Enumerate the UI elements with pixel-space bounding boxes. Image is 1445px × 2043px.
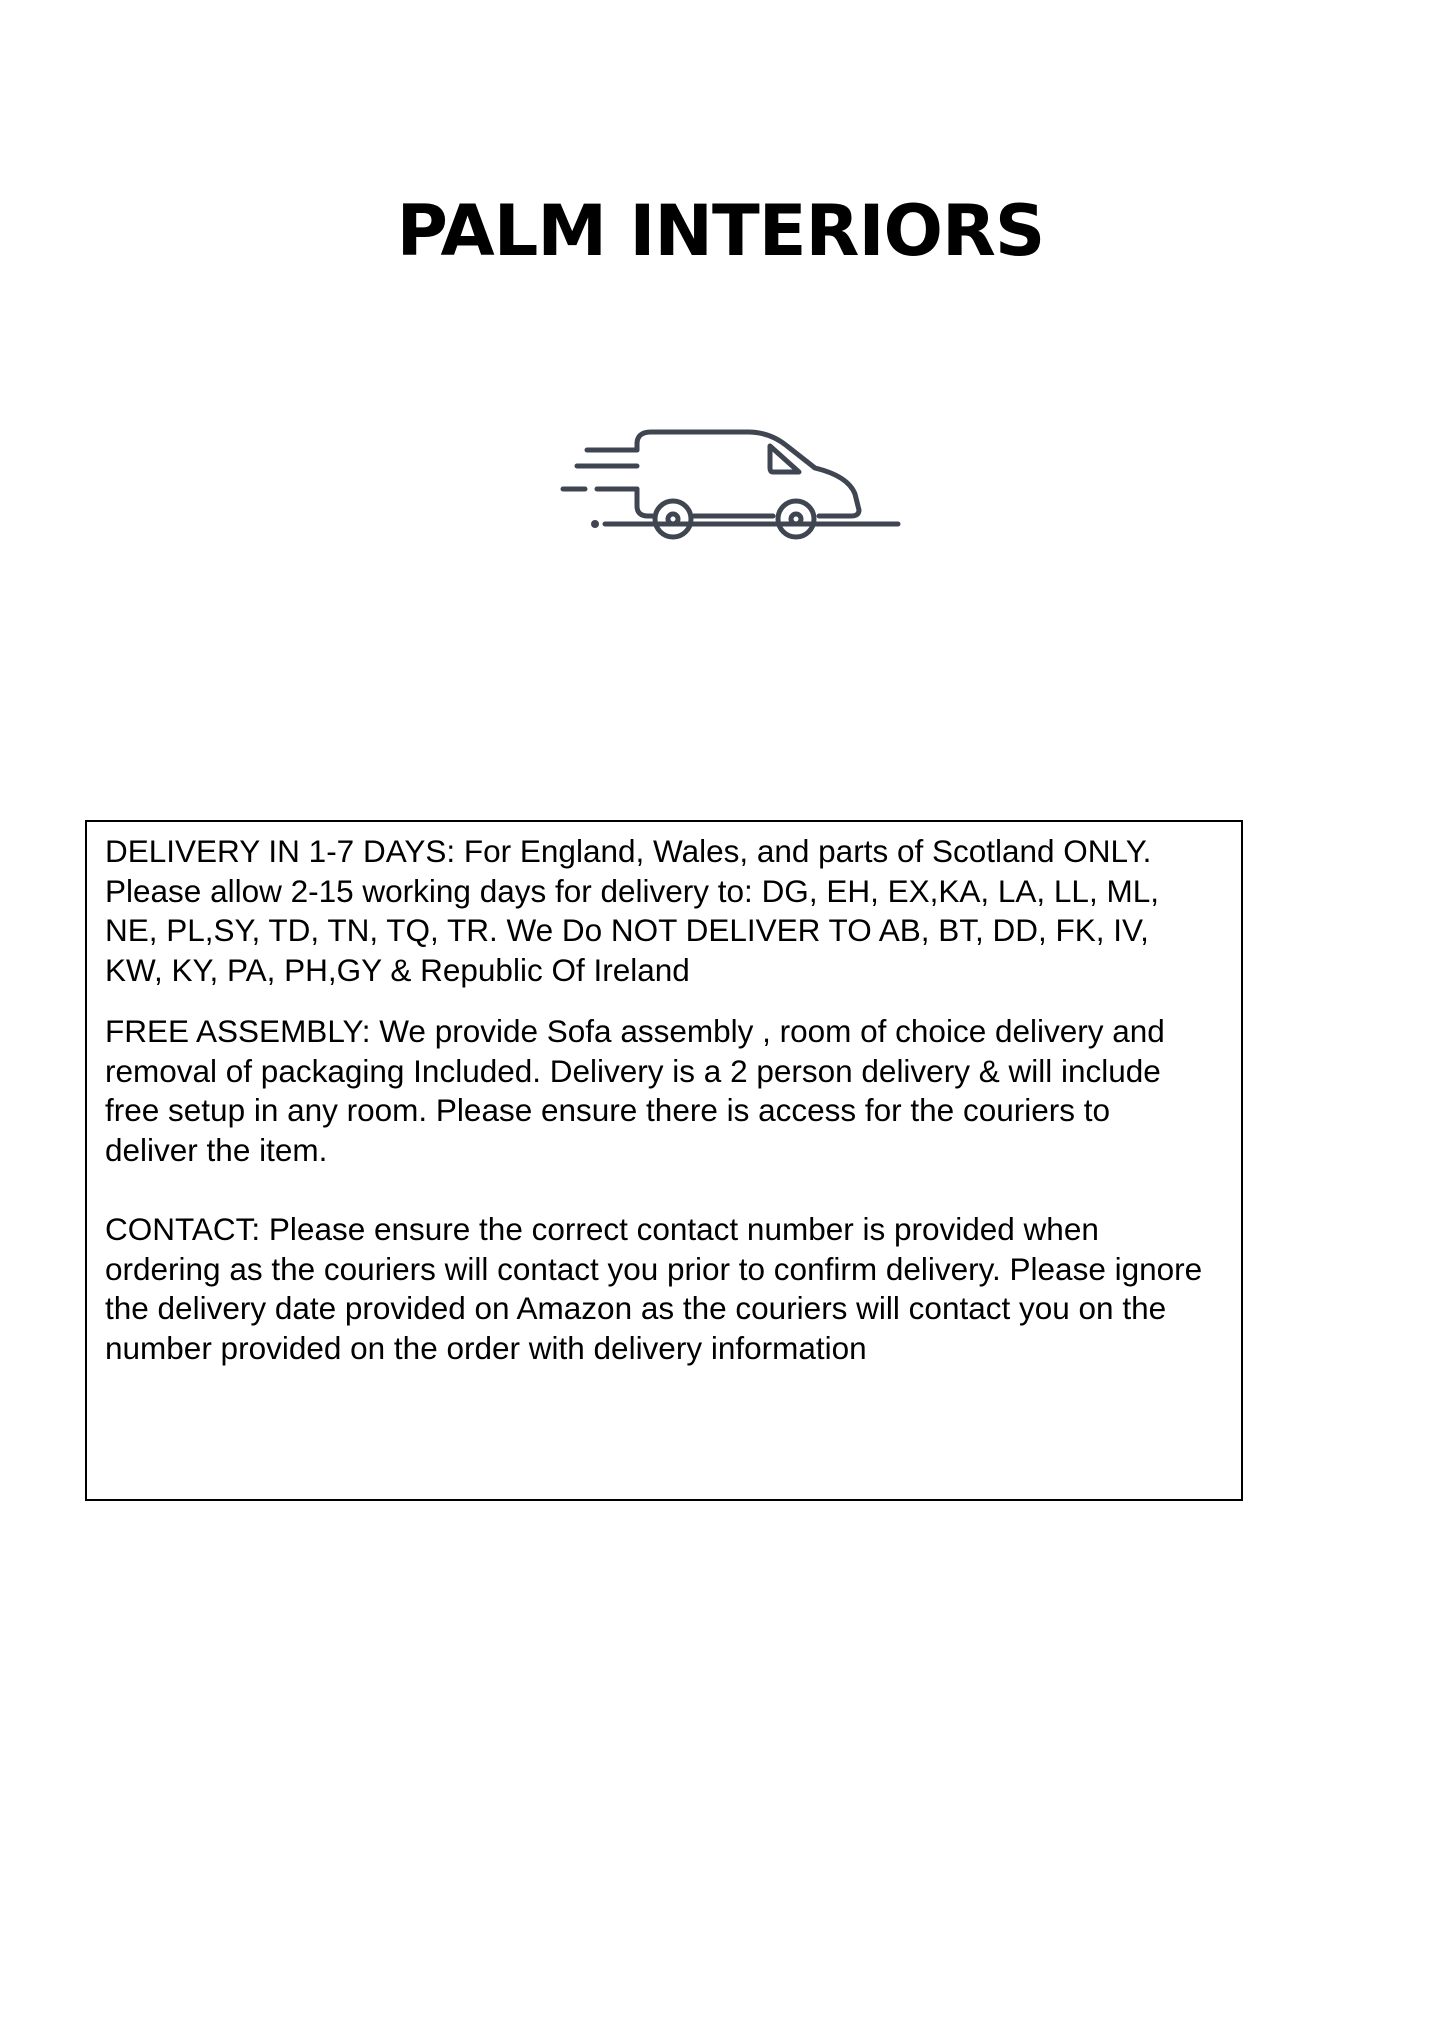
delivery-van-icon: [555, 420, 905, 540]
page-title: PALM INTERIORS: [396, 190, 1045, 272]
delivery-info-box: [85, 820, 1243, 1501]
contact-paragraph: CONTACT: Please ensure the correct contact number is provided when ordering as the couriers will contact you prior to confirm delivery. Please ignore the delivery date provided on Amazon as the couriers will contact you on the number provided on the order with delivery information: [105, 1211, 1203, 1366]
delivery-paragraph: DELIVERY IN 1-7 DAYS: For England, Wales, and parts of Scotland ONLY. Please allow 2-15 working days for delivery to: DG, EH, EX,KA, LA, LL, ML, NE, PL,SY, TD, TN, TQ, TR. We Do NOT DELIVER TO AB, BT, DD, FK, IV, KW, KY, PA, PH,GY & Republic Of Ireland: [105, 833, 1159, 988]
assembly-paragraph: FREE ASSEMBLY: We provide Sofa assembly , room of choice delivery and removal of packaging Included. Delivery is a 2 person delivery & will include free setup in any room. Please ensure there is access for the couriers to deliver the item.: [105, 1013, 1165, 1168]
